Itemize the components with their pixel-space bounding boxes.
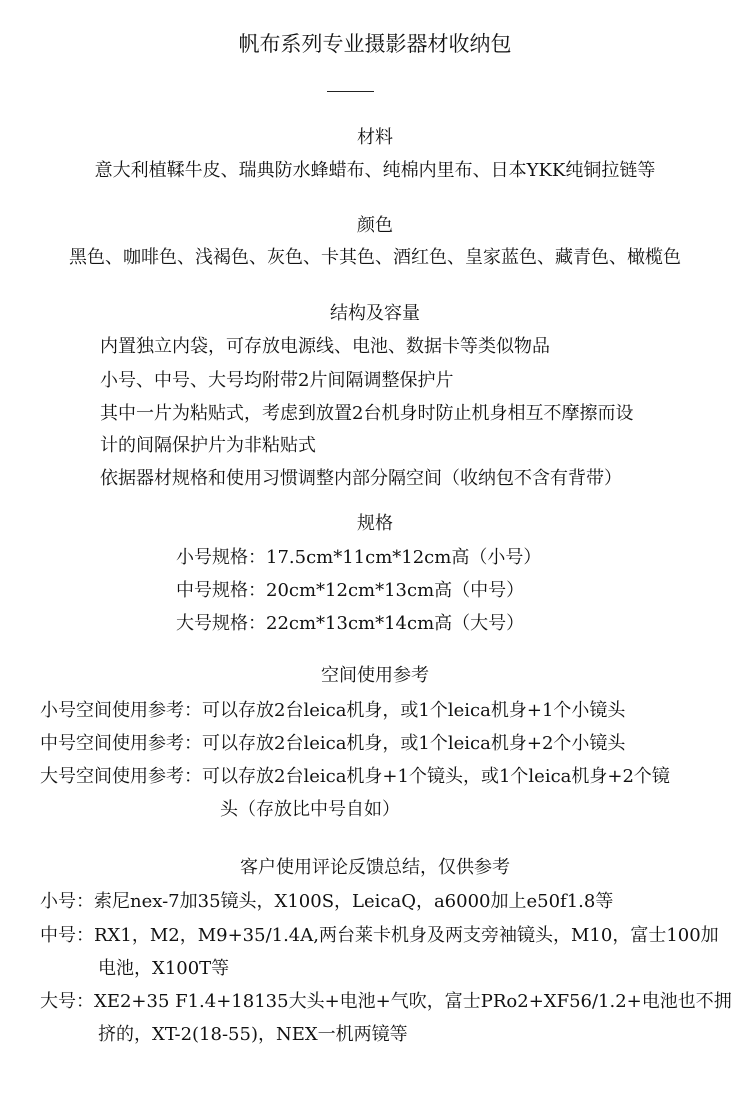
title-underline — [327, 91, 374, 92]
space-small-label: 小号空间使用参考： — [40, 700, 202, 721]
structure-line: 计的间隔保护片为非粘贴式 — [100, 435, 316, 456]
structure-heading: 结构及容量 — [330, 303, 420, 324]
space-small-text: 可以存放2台leica机身，或1个leica机身+1个小镜头 — [202, 700, 626, 721]
feedback-medium-continuation: 电池，X100T等 — [98, 958, 230, 979]
feedback-large-label: 大号： — [40, 991, 94, 1012]
structure-line: 内置独立内袋，可存放电源线、电池、数据卡等类似物品 — [100, 336, 550, 357]
space-small-row — [40, 699, 625, 723]
feedback-heading: 客户使用评论反馈总结，仅供参考 — [240, 857, 510, 878]
structure-line: 依据器材规格和使用习惯调整内部分隔空间（收纳包不含有背带） — [100, 468, 622, 489]
spec-line-small: 小号规格：17.5cm*11cm*12cm高（小号） — [176, 547, 542, 568]
space-heading: 空间使用参考 — [321, 665, 429, 686]
spec-line-medium: 中号规格：20cm*12cm*13cm高（中号） — [176, 580, 525, 601]
page-title: 帆布系列专业摄影器材收纳包 — [238, 32, 512, 56]
feedback-small-label: 小号： — [40, 891, 94, 912]
feedback-medium-label: 中号： — [40, 925, 94, 946]
feedback-small-text: 索尼nex-7加35镜头，X100S，LeicaQ，a6000加上e50f1.8等 — [94, 891, 614, 912]
specs-heading: 规格 — [357, 513, 393, 534]
space-large-text: 可以存放2台leica机身+1个镜头，或1个leica机身+2个镜 — [202, 766, 670, 787]
space-large-label: 大号空间使用参考： — [40, 766, 202, 787]
space-medium-row — [40, 732, 625, 756]
feedback-medium-text: RX1，M2，M9+35/1.4A,两台莱卡机身及两支旁袖镜头，M10，富士100加 — [94, 925, 719, 946]
space-large-row — [40, 765, 670, 789]
space-medium-label: 中号空间使用参考： — [40, 733, 202, 754]
structure-line: 其中一片为粘贴式，考虑到放置2台机身时防止机身相互不摩擦而设 — [100, 403, 634, 424]
feedback-small-row — [40, 890, 613, 914]
materials-heading: 材料 — [357, 127, 393, 148]
feedback-large-row — [40, 990, 732, 1014]
structure-line: 小号、中号、大号均附带2片间隔调整保护片 — [100, 370, 454, 391]
spec-line-large: 大号规格：22cm*13cm*14cm高（大号） — [176, 613, 525, 634]
space-large-continuation: 头（存放比中号自如） — [220, 799, 400, 820]
space-medium-text: 可以存放2台leica机身，或1个leica机身+2个小镜头 — [202, 733, 626, 754]
feedback-medium-row — [40, 924, 719, 948]
materials-text: 意大利植鞣牛皮、瑞典防水蜂蜡布、纯棉内里布、日本YKK纯铜拉链等 — [94, 160, 656, 181]
colors-heading: 颜色 — [357, 215, 393, 236]
feedback-large-text: XE2+35 F1.4+18135大头+电池+气吹，富士PRo2+XF56/1.2+电池也不拥 — [94, 991, 732, 1012]
feedback-large-continuation: 挤的，XT-2(18-55)，NEX一机两镜等 — [98, 1024, 408, 1045]
colors-text: 黑色、咖啡色、浅褐色、灰色、卡其色、酒红色、皇家蓝色、藏青色、橄榄色 — [69, 247, 681, 268]
